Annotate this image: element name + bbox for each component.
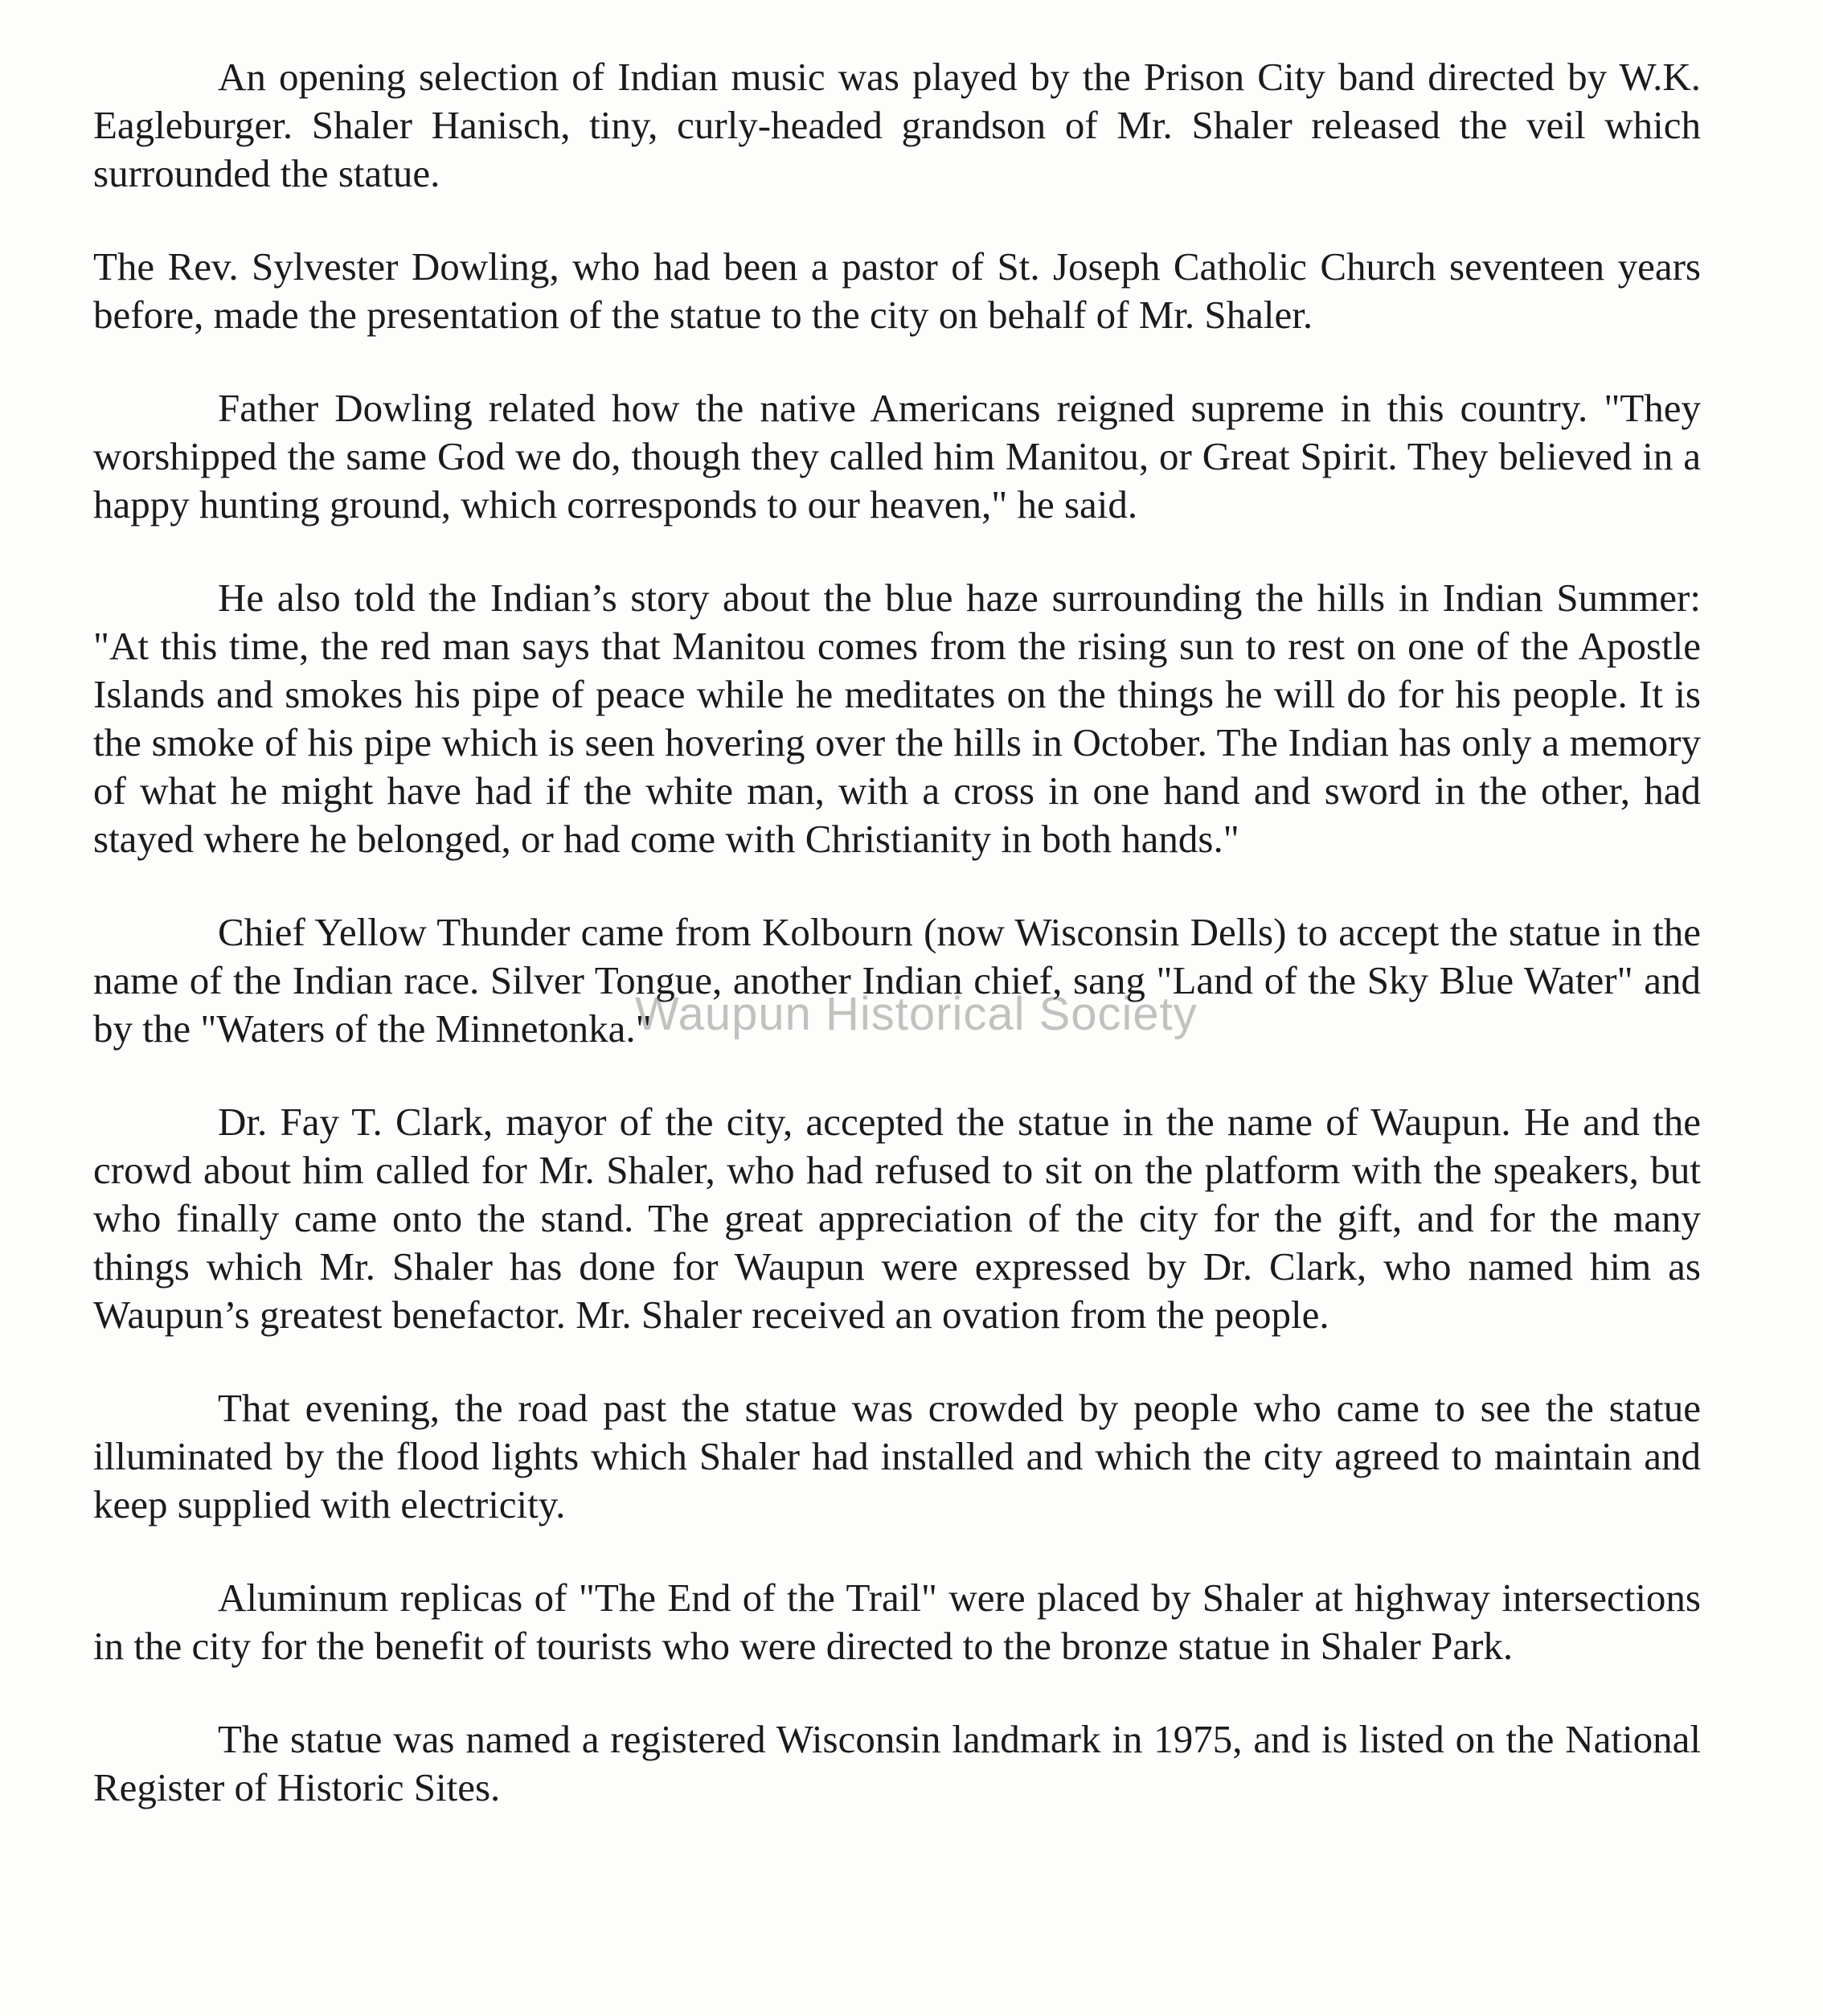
paragraph-rev-dowling: The Rev. Sylvester Dowling, who had been a pastor of St. Joseph Catholic Church seventeen years before, made the presentation of the statue to the city on behalf of Mr. Shaler. <box>93 244 1701 337</box>
paragraph-blue-haze-story: He also told the Indian’s story about the blue haze surrounding the hills in Indian Summer: "At this time, the red man says that Manitou comes from the rising sun to rest on one of the Apostle Islands and smokes his pipe of peace while he meditates on the things he will do for his people. It is the smoke of his pipe which is seen hovering over the hills in October. The Indian has only a memory of what he might have had if the white man, with a cross in one hand and sword in the other, had stayed where he belonged, or had come with Christianity in both hands." <box>93 576 1701 861</box>
paragraph-that-evening: That evening, the road past the statue was crowded by people who came to see the statue illuminated by the flood lights which Shaler had installed and which the city agreed to maintain and keep supplied with electricity. <box>93 1386 1701 1526</box>
watermark-text: Waupun Historical Society <box>635 988 1198 1040</box>
paragraph-chief-yellow-thunder: Chief Yellow Thunder came from Kolbourn (now Wisconsin Dells) to accept the statue in the name of the Indian race. Silver Tongue, another Indian chief, sang "Land of the Sky Blue Water" and by the "Waters of the Minnetonka." <box>93 910 1701 1051</box>
paragraph-dr-clark: Dr. Fay T. Clark, mayor of the city, accepted the statue in the name of Waupun. He and the crowd about him called for Mr. Shaler, who had refused to sit on the platform with the speakers, but who finally came onto the stand. The great appreciation of the city for the gift, and for the many things which Mr. Shaler has done for Waupun were expressed by Dr. Clark, who named him as Waupun’s greatest benefactor. Mr. Shaler received an ovation from the people. <box>93 1100 1701 1337</box>
paragraph-registered-landmark: The statue was named a registered Wisconsin landmark in 1975, and is listed on the National Register of Historic Sites. <box>93 1717 1701 1809</box>
paragraph-opening-music: An opening selection of Indian music was played by the Prison City band directed by W.K. Eagleburger. Shaler Hanisch, tiny, curly-headed grandson of Mr. Shaler released the veil which surrounded the statue. <box>93 55 1701 195</box>
paragraph-father-dowling: Father Dowling related how the native Americans reigned supreme in this country. "They worshipped the same God we do, though they called him Manitou, or Great Spirit. They believed in a happy hunting ground, which corresponds to our heaven," he said. <box>93 386 1701 527</box>
document-body <box>93 53 1701 1857</box>
paragraph-aluminum-replicas: Aluminum replicas of "The End of the Trail" were placed by Shaler at highway intersections in the city for the benefit of tourists who were directed to the bronze statue in Shaler Park. <box>93 1576 1701 1668</box>
